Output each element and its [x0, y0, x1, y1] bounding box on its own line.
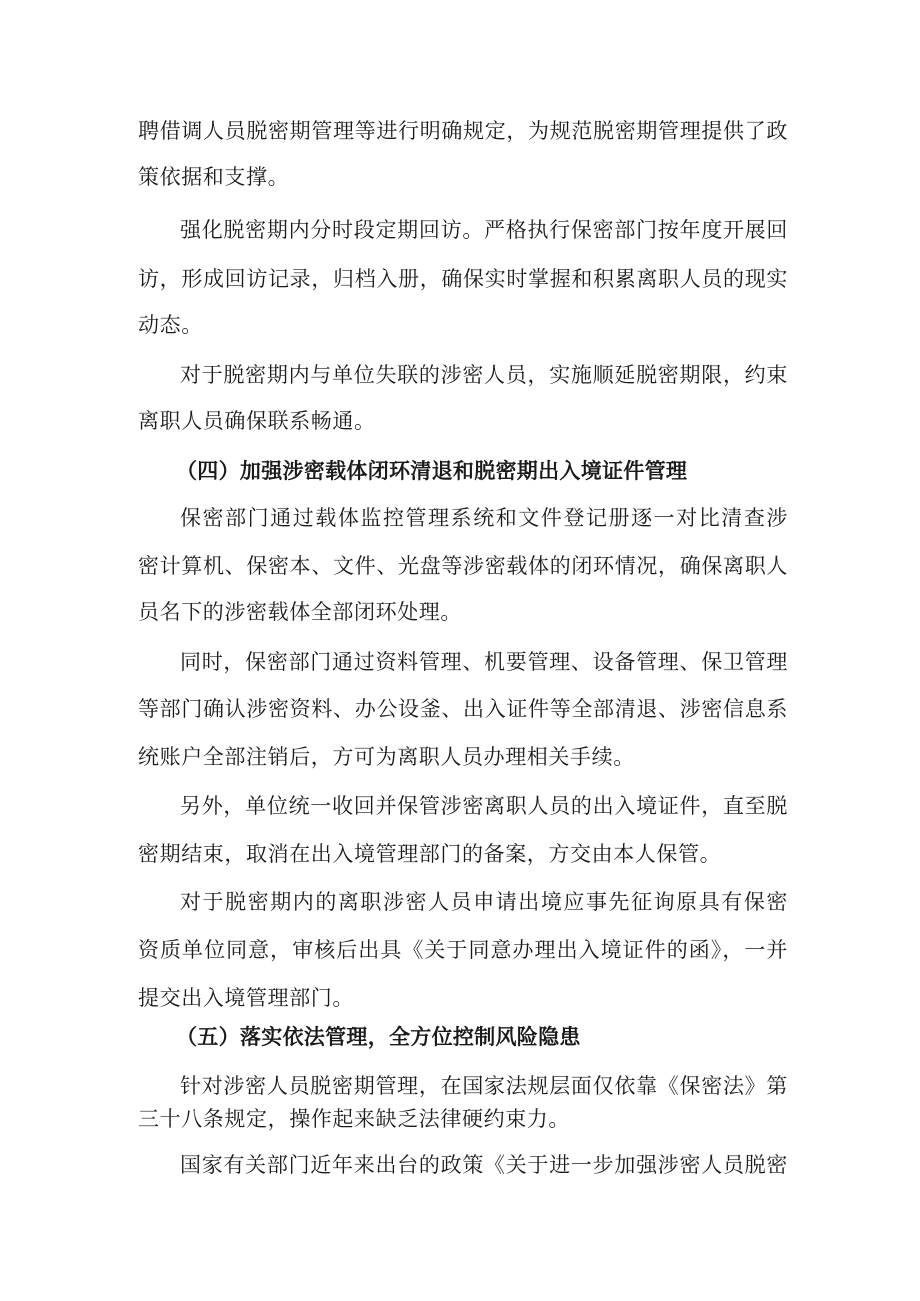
paragraph-line: 对于脱密期内的离职涉密人员申请出境应事先征询原具有保密 — [180, 890, 788, 914]
paragraph-line: 同时，保密部门通过资料管理、机要管理、设备管理、保卫管理 — [180, 650, 788, 674]
paragraph-line: 聘借调人员脱密期管理等进行明确规定，为规范脱密期管理提供了政 — [138, 119, 788, 143]
paragraph-line: 资质单位同意，审核后出具《关于同意办理出入境证件的函》，一并 — [138, 938, 788, 962]
paragraph-line: 密计算机、保密本、文件、光盘等涉密载体的闭环情况，确保离职人 — [138, 554, 788, 578]
paragraph-line: 动态。 — [138, 313, 203, 337]
paragraph-line: 针对涉密人员脱密期管理，在国家法规层面仅依靠《保密法》第 — [180, 1074, 788, 1098]
paragraph-line: 提交出入境管理部门。 — [138, 986, 354, 1010]
paragraph-line: 三十八条规定，操作起来缺乏法律硬约束力。 — [138, 1107, 570, 1131]
paragraph-line: 访，形成回访记录，归档入册，确保实时掌握和积累离职人员的现实 — [138, 267, 788, 291]
paragraph-line: 对于脱密期内与单位失联的涉密人员，实施顺延脱密期限，约束 — [180, 363, 788, 387]
paragraph-line: 另外，单位统一收回并保管涉密离职人员的出入境证件，直至脱 — [180, 794, 788, 818]
paragraph-line: 密期结束，取消在出入境管理部门的备案，方交由本人保管。 — [138, 842, 722, 866]
paragraph-line: 策依据和支撑。 — [138, 165, 290, 189]
paragraph-line: 等部门确认涉密资料、办公设釜、出入证件等全部清退、涉密信息系 — [138, 697, 788, 721]
paragraph-line: 国家有关部门近年来出台的政策《关于进一步加强涉密人员脱密 — [180, 1153, 788, 1177]
section-heading: （五）落实依法管理，全方位控制风险隐患 — [176, 1025, 581, 1049]
paragraph-line: 统账户全部注销后，方可为离职人员办理相关手续。 — [138, 745, 635, 769]
paragraph-line: 离职人员确保联系畅通。 — [138, 409, 376, 433]
section-heading: （四）加强涉密载体闭环清退和脱密期出入境证件管理 — [176, 459, 688, 483]
paragraph-line: 保密部门通过载体监控管理系统和文件登记册逐一对比清查涉 — [180, 506, 788, 530]
paragraph-line: 员名下的涉密载体全部闭环处理。 — [138, 600, 462, 624]
paragraph-line: 强化脱密期内分时段定期回访。严格执行保密部门按年度开展回 — [180, 218, 788, 242]
